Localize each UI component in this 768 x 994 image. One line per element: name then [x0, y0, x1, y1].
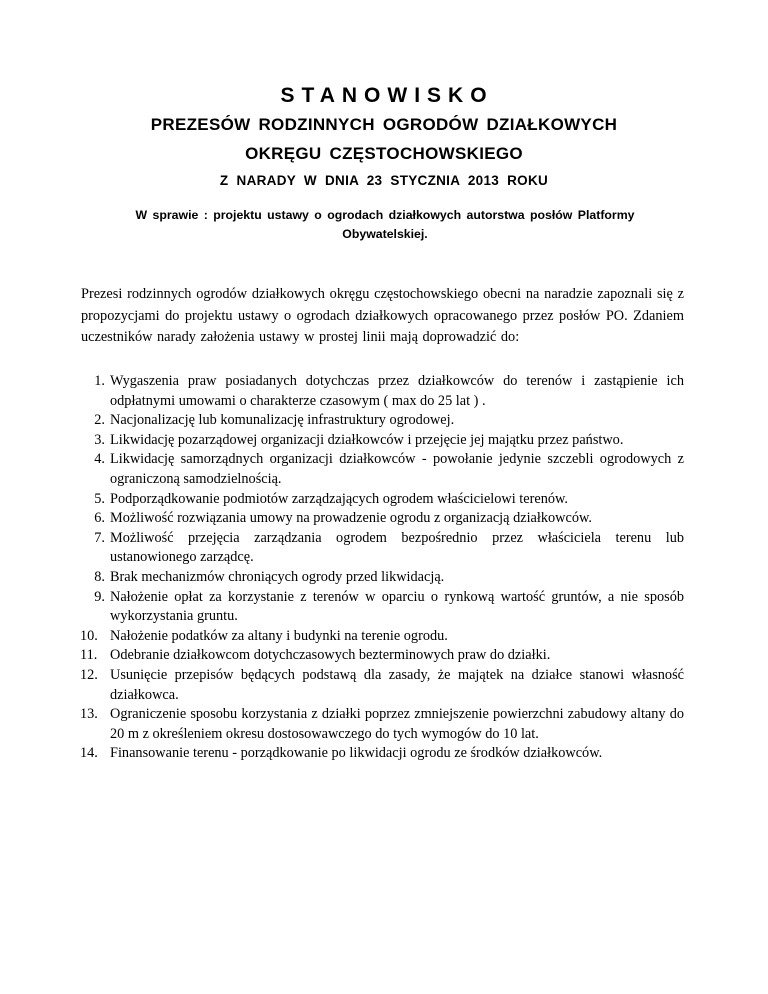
intro-paragraph: Prezesi rodzinnych ogrodów działkowych okręgu częstochowskiego obecni na naradzie zapoznali się z propozycjami do projektu ustawy o ogrodach działkowych opracowanego przez posłów PO. Zdaniem uczestników narady założenia ustawy w prostej linii mają doprowadzić do: — [81, 286, 684, 345]
list-item-number: 11. — [80, 647, 98, 664]
list-item — [81, 450, 684, 489]
list-item — [81, 744, 684, 764]
list-item-number: 3. — [94, 431, 105, 448]
document-subtitle-line1: PREZESÓW RODZINNYCH OGRODÓW DZIAŁKOWYCH — [150, 115, 618, 134]
list-item — [81, 666, 684, 705]
list-item — [81, 705, 684, 744]
list-item-text: Nałożenie opłat za korzystanie z terenów w oparciu o rynkową wartość gruntów, a nie sposób wykorzystania gruntu. — [110, 588, 684, 625]
list-item-text: Likwidację samorządnych organizacji działkowców - powołanie jedynie szczebli ogrodowych z ograniczoną samodzielnością. — [110, 451, 684, 487]
list-item — [81, 431, 684, 451]
document-title: STANOWISKO — [280, 84, 494, 107]
list-item-number: 12. — [80, 666, 98, 683]
list-item — [81, 490, 684, 510]
list-item-text: Odebranie działkowcom dotychczasowych bezterminowych praw do działki. — [110, 647, 551, 664]
list-item-text: Możliwość przejęcia zarządzania ogrodem bezpośrednio przez właściciela terenu lub ustanowionego zarządcę. — [110, 529, 684, 566]
list-item — [81, 411, 684, 431]
list-item-text: Ograniczenie sposobu korzystania z działki poprzez zmniejszenie powierzchni zabudowy altany do 20 m z określeniem okresu dostosowawczego do tych wymogów do 10 lat. — [110, 706, 684, 742]
list-item — [81, 627, 684, 647]
list-item — [81, 646, 684, 666]
list-item-text: Likwidację pozarządowej organizacji działkowców i przejęcie jej majątku przez państwo. — [110, 431, 624, 448]
list-item-number: 4. — [94, 451, 105, 468]
list-item-text: Nałożenie podatków za altany i budynki na terenie ogrodu. — [110, 627, 448, 644]
list-item-number: 7. — [94, 529, 105, 546]
document-subtitle-line3: Z NARADY W DNIA 23 STYCZNIA 2013 ROKU — [219, 173, 549, 188]
list-item-text: Podporządkowanie podmiotów zarządzających ogrodem właścicielowi terenów. — [110, 490, 568, 507]
list-item-text: Finansowanie terenu - porządkowanie po likwidacji ogrodu ze środków działkowców. — [110, 745, 603, 762]
list-item — [81, 588, 684, 627]
list-item — [81, 509, 684, 529]
list-item-number: 6. — [94, 510, 105, 527]
list-item-number: 2. — [94, 412, 105, 429]
list-item-number: 13. — [80, 706, 98, 723]
list-item-number: 9. — [94, 588, 105, 605]
document-subject: W sprawie : projektu ustawy o ogrodach działkowych autorstwa posłów Platformy Obywatelskiej. — [135, 208, 635, 241]
list-item — [81, 568, 684, 588]
list-item-text: Brak mechanizmów chroniących ogrody przed likwidacją. — [110, 568, 445, 585]
list-item-number: 10. — [80, 627, 98, 644]
list-item-text: Możliwość rozwiązania umowy na prowadzenie ogrodu z organizacją działkowców. — [110, 510, 592, 527]
list-item — [81, 529, 684, 568]
list-item — [81, 372, 684, 411]
list-item-number: 5. — [94, 490, 105, 507]
list-item-number: 1. — [94, 373, 105, 389]
list-item-number: 8. — [94, 568, 105, 585]
list-item-text: Usunięcie przepisów będących podstawą dla zasady, że majątek na działce stanowi własność działkowca. — [110, 666, 684, 703]
list-item-number: 14. — [80, 745, 98, 762]
list-item-text: Nacjonalizację lub komunalizację infrastruktury ogrodowej. — [110, 412, 455, 429]
points-list — [81, 372, 684, 764]
document-subtitle-line2: OKRĘGU CZĘSTOCHOWSKIEGO — [245, 144, 523, 163]
list-item-text: Wygaszenia praw posiadanych dotychczas przez działkowców do terenów i zastąpienie ich odpłatnymi umowami o charakterze czasowym ( max do 25 lat ) . — [110, 373, 684, 409]
